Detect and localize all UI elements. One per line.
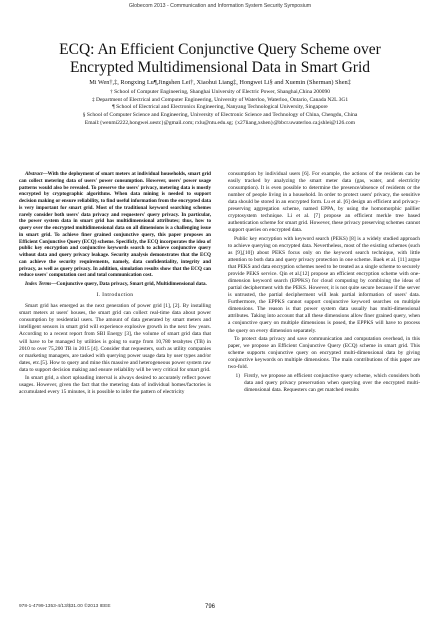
abstract-label: Abstract xyxy=(25,171,43,177)
copyright-footer: 978-1-4799-1353-4/13/$31.00 ©2013 IEEE xyxy=(19,604,111,609)
index-terms xyxy=(19,281,211,288)
affiliation-2: ‡ Department of Electrical and Computer Engineering, University of Waterloo, Waterloo, Ontario, Canada N2L 3G1 xyxy=(91,96,349,103)
list-text: Firstly, we propose an efficient conjunctive query scheme, which considers both data and query privacy preservation when querying over the encrypted multi-dimensional data. Requesters can get matched results xyxy=(244,373,420,394)
body-paragraph: Smart grid has emerged as the next generation of power grid [1], [2]. By installing smart meters at users' houses, the smart grid can collect real-time data about power consumption by residential users. The amount of data generated by smart meters and intelligent sensors in smart grid will experience explosive growth in the next few years. According to a recent report from SBI Energy [3], the volume of smart grid data that will have to be managed by utilities is going to surge from 10,780 terabytes (TB) in 2010 to over 75,200 TB in 2015 [4]. Consider that requesters, such as utility companies or marketing managers, are tasked with querying power usage data by user types and/or dates, etc.[5]. How to query and mine this massive and heterogeneous power system raw data to support decision making and ensure reliability will be very critical for smart grid. xyxy=(19,303,211,373)
index-terms-label: Index Terms xyxy=(25,280,52,287)
author-list: Mi Wen†,‡, Rongxing Lu¶,Jingshen Lei†, Xiaohui Liang‡, Hongwei Li§ and Xuemin (Sherman) Shen‡ xyxy=(89,79,351,86)
list-number: 1) xyxy=(235,373,240,380)
affiliation-3: ¶ School of Electrical and Electronics Engineering, Nanyang Technological University, Singapore xyxy=(112,104,328,111)
body-paragraph: consumption by individual users [6]. For example, the actions of the residents can be easily tracked by analyzing the smart meter data (gas, water, and electricity consumption). It is even possible to determine the presence/absence of residents or the number of people living in a household. In order to protect users' privacy, the sensitive data should be stored in an encrypted form. Lu et al. [6] design an efficient and privacy-preserving aggregation scheme, named EPPA, by using the homomorphic paillier cryptosystem technique. Li et al. [7] propose an efficient merkle tree based authentication scheme for smart grid. However, these privacy preserving schemes cannot support queries on encrypted data. xyxy=(228,171,420,234)
page-number: 796 xyxy=(205,604,216,610)
affiliations xyxy=(10,89,430,128)
right-column xyxy=(228,171,420,394)
title-line-2: Encrypted Multidimensional Data in Smart Grid xyxy=(69,59,371,76)
title-line-1: ECQ: An Efficient Conjunctive Query Scheme over xyxy=(59,41,381,58)
body-paragraph: Public key encryption with keyword search (PEKS) [8] is a widely studied approach to achieve querying on encrypted data. Nevertheless, most of the existing schemes (such as [9],[10]) about PEKS focus only on the keyword search technique, with little attention to both data and query privacy protection in one scheme. Baek et al. [11] argue that PEKS and data encryption schemes need to be treated as a single scheme to securely provide PEKS service. Qin et al.[12] propose an efficient encryption scheme with one-dimension keyword search (EPPKS) for cloud computing by combining the ideas of partial decipherment with the PEKS. However, it is not quite secure because if the server is untrusted, the partial decipherment will leak partial information of users' data. Furthermore, the EPPKS cannot support conjunctive keyword searches on multiple dimensions. The reason is that power system data usually has multi-dimensional attributes. Taking into account that all these dimensions allow finer grained query, when a conjunctive query on multiple dimensions is posed, the EPPKS will have to process the query on every dimension separately. xyxy=(228,235,420,334)
index-terms-text: —Conjunctive query, Data privacy, Smart grid, Multidimensional data. xyxy=(51,280,207,287)
conference-header: Globecom 2013 - Communication and Information System Security Symposium xyxy=(128,3,312,9)
abstract xyxy=(19,171,211,279)
section-heading: I. Introduction xyxy=(96,292,134,299)
body-paragraph: In smart grid, a short uploading interval is always desired to accurately reflect power usages. However, given the fact that the metering data of individual homes/factories is accumulated every 15 minutes, it is possible to infer the pattern of electricity xyxy=(19,375,211,396)
left-column xyxy=(19,171,211,398)
abstract-text: —With the deployment of smart meters at individual households, smart grid can collect metering data of users' power consumption. However, users' power usage patterns would also be revealed. To preserve the users' privacy, metering data is mostly encrypted by cryptographic algorithms. When data mining is needed to support decision making or ensure reliability, to find useful information from the encrypted data is very important for smart grid. Most of the traditional keyword searching schemes rarely consider both users' data privacy and requesters' query privacy. In particular, the power system data in smart grid has multidimensional attributes; thus, how to query over the encrypted multidimensional data on all dimensions is a challenging issue in smart grid. To achieve finer grained conjunctive query, this paper proposes an Efficient Conjunctive Query (ECQ) scheme. Specificly, the ECQ incorporates the idea of public key encryption and conjunctive keywords search to achieve conjunctive query without data and query privacy leakage. Security analysis demonstrates that the ECQ can achieve the security requirements, namely, data confidentiality, integrity and privacy, as well as query privacy. In addition, simulation results show that the ECQ can reduce users' computation cost and total communication cost. xyxy=(19,171,211,279)
affiliation-4: § School of Computer Science and Engineering, University of Electronic Science and Technology of China, Chengdu, China xyxy=(82,112,358,119)
affiliation-1: † School of Computer Engineering, Shanghai University of Electric Power, Shanghai,China 200090 xyxy=(109,89,331,95)
email-line: Email:{wenmi2222,hongwei.uestc}@gmail.com; rxlu@ntu.edu.sg; {x27liang,xshen}@bbcr.uwaterloo.ca;jshlei@126.com xyxy=(84,119,356,126)
body-paragraph: To protect data privacy and save communication and computation overhead, in this paper, we propose an Efficient Conjunctive Query (ECQ) scheme in smart grid. This scheme supports conjunctive query on encrypted multi-dimensional data by giving conjunctive keywords on multiple dimensions. The main contributions of this paper are two-fold. xyxy=(228,336,420,371)
paper-title xyxy=(20,41,420,77)
contribution-list-item xyxy=(228,373,420,394)
